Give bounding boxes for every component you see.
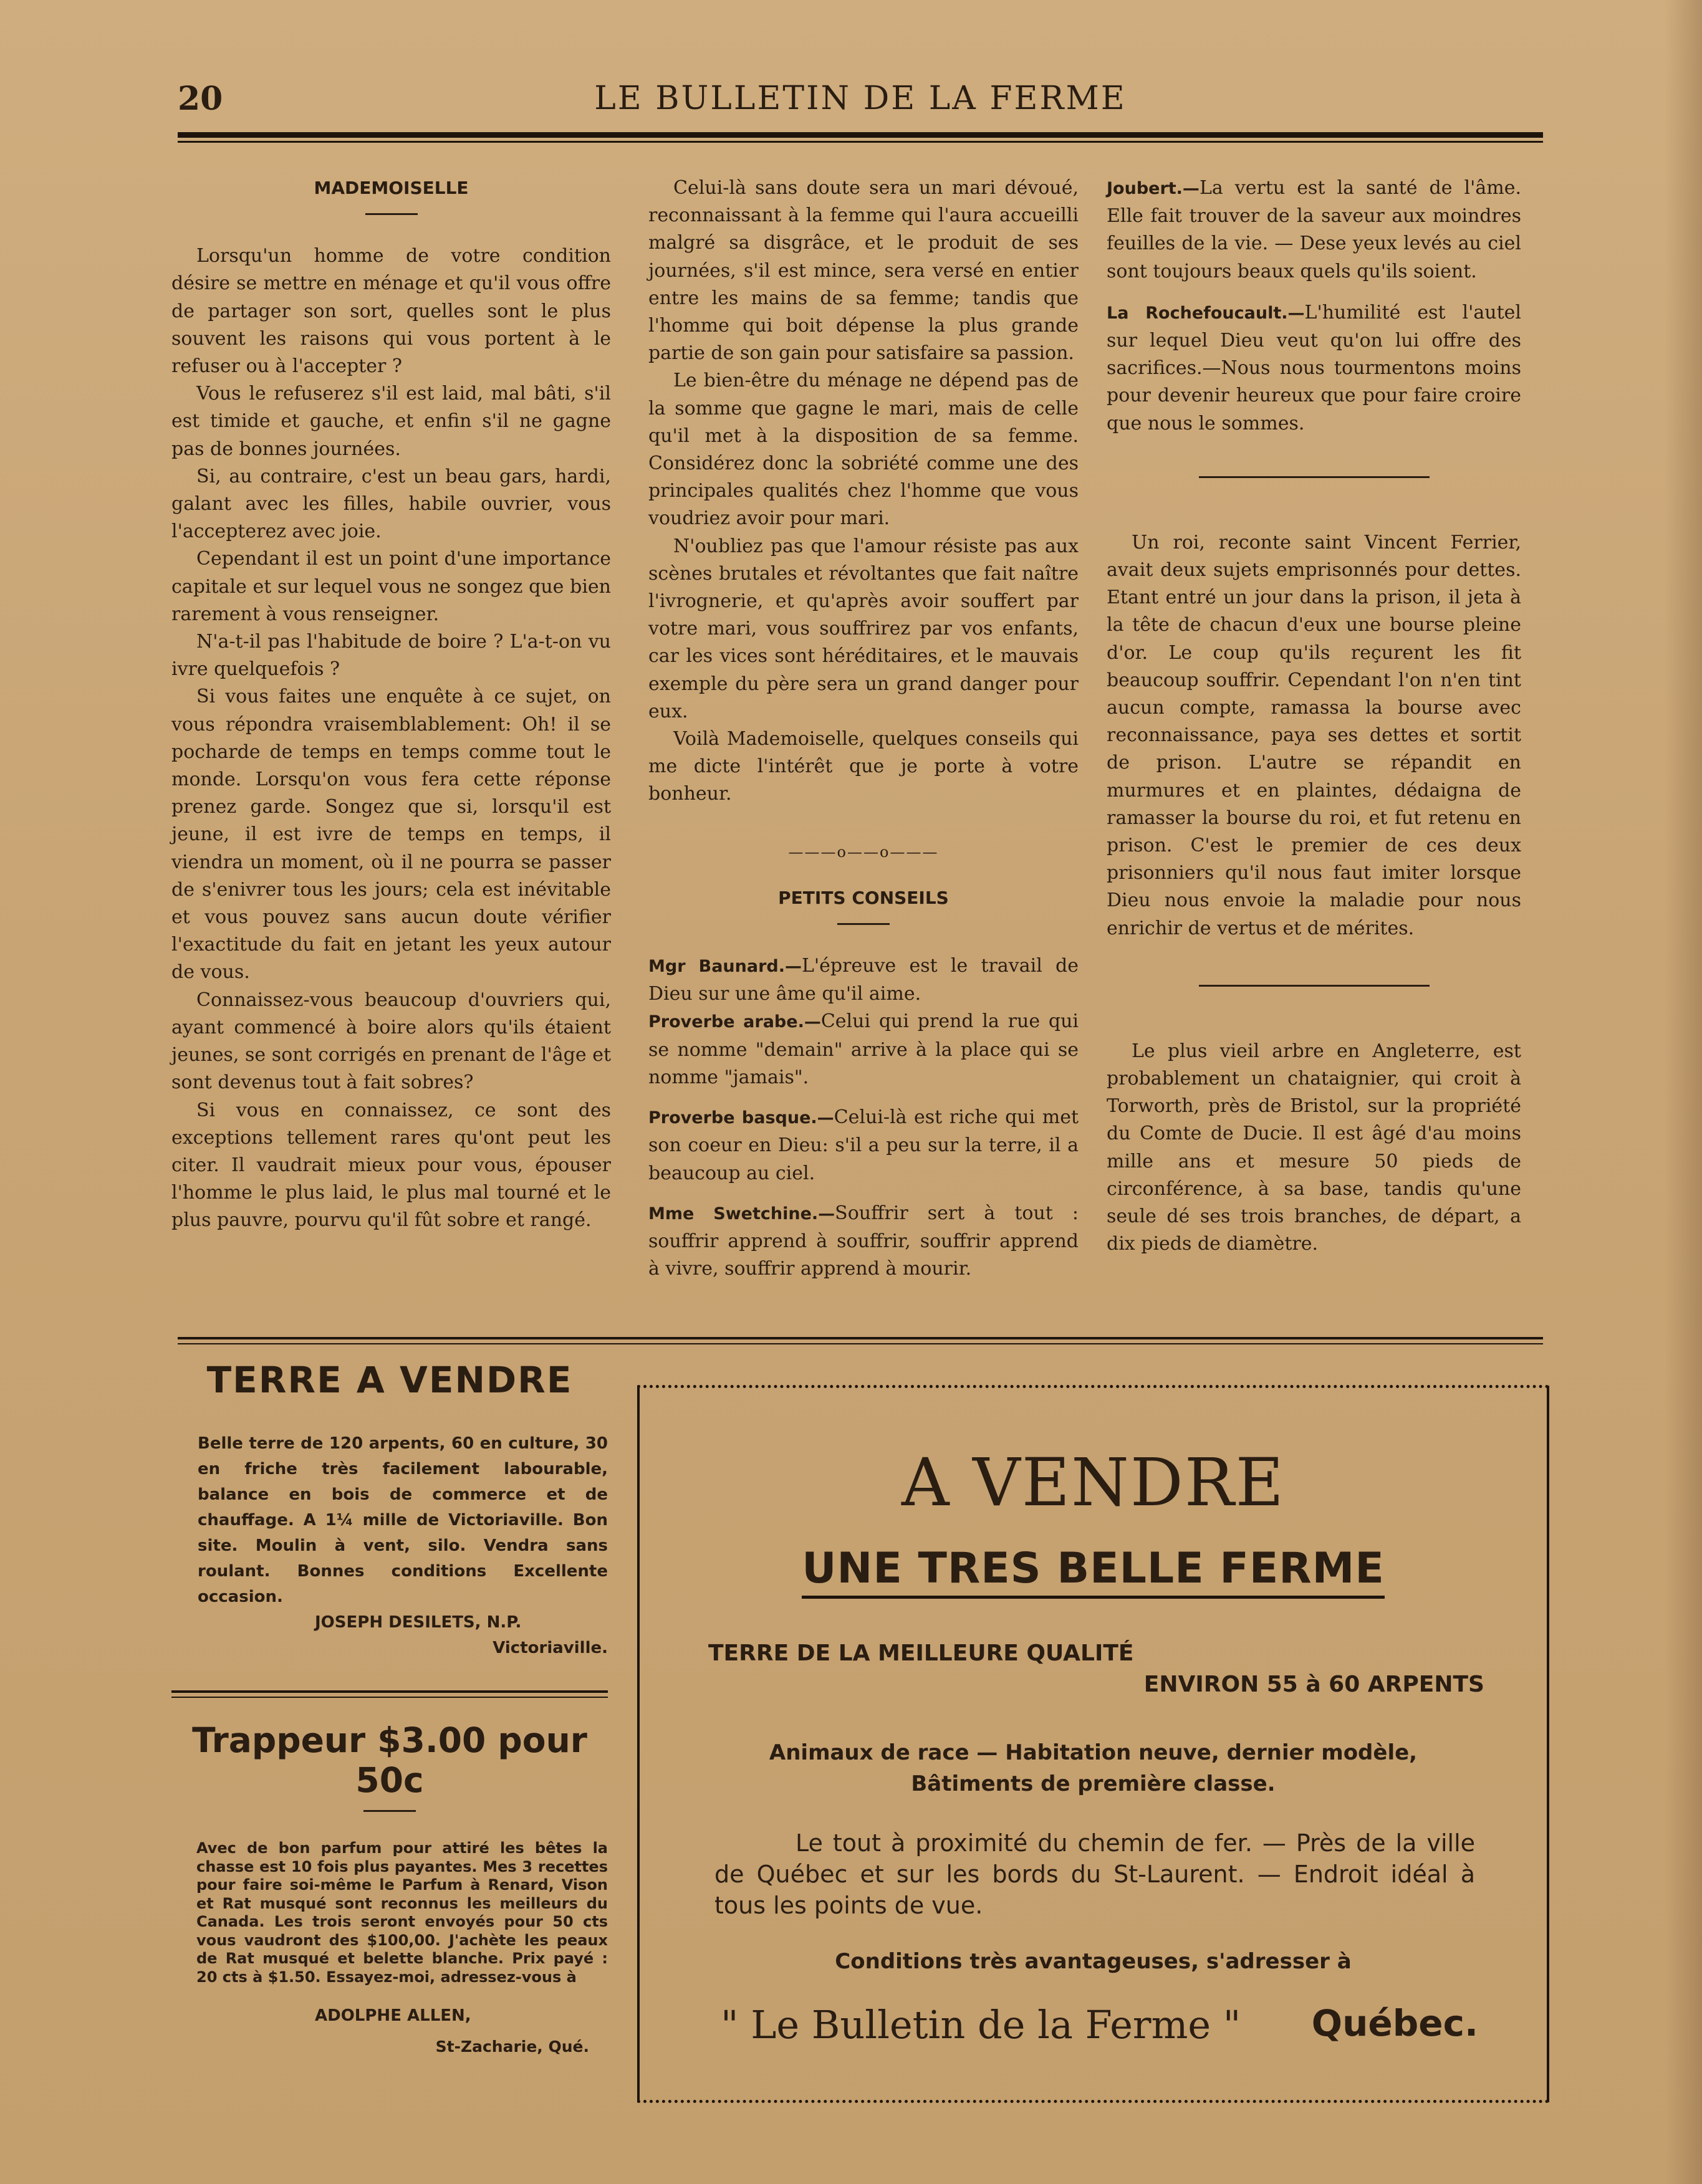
quote [1107,175,1521,285]
ad-text: Avec de bon parfum pour attiré les bêtes la chasse est 10 fois plus payantes. Mes 3 recettes pour faire soi-même le Parfum à Renard, Vison et Rat musqué sont reconnus les meilleurs du Canada. Les trois seront envoyés pour 50 cts vous vaudront des $100,00. J'achète les peaux de Rat musqué et belette blanche. Prix payé : 20 cts à $1.50. Essayez-moi, adressez-vous à [196,1839,608,1986]
ad-publication: " Le Bulletin de la Ferme " [721,2002,1241,2048]
ad-quality: TERRE DE LA MEILLEURE QUALITÉ [708,1640,1134,1666]
ad-text: Belle terre de 120 arpents, 60 en culture, 30 en friche très facilement labourable, balance en bois de commerce et de chauffage. A 1¼ mille de Victoriaville. Bon site. Moulin à vent, silo. Vendra sans roulant. Bonnes conditions Excellente occasion. [198,1434,608,1606]
ad-title: TERRE A VENDRE [206,1359,573,1401]
ad-subtitle-wrap [640,1544,1547,1593]
ad-conditions: Conditions très avantageuses, s'adresser à [835,1949,1352,1974]
paragraph: N'a-t-il pas l'habitude de boire ? L'a-t-on vu ivre quelquefois ? [171,631,611,681]
section-divider [1199,985,1430,987]
ad-location: St-Zacharie, Qué. [435,2038,589,2056]
quote [648,1200,1079,1283]
paragraph: Si vous en connaissez, ce sont des exceptions tellement rares qu'ont peut les citer. Il vaudrait mieux pour vous, épouser l'homme le plus laid, le plus mal tourné et le plus pauvre, pourvu qu'il fût sobre et rangé. [171,1099,611,1232]
paragraph: Connaissez-vous beaucoup d'ouvriers qui, ayant commencé à boire alors qu'ils étaient jeunes, se sont corrigés en prenant de l'âge et sont devenus tout à fait sobres? [171,989,611,1094]
ad-rule [171,1690,608,1693]
header-rule-thin [178,141,1543,143]
paragraph: Le bien-être du ménage ne dépend pas de la somme que gagne le mari, mais de celle qu'il met à la disposition de sa femme. Considérez donc la sobriété comme une des principales qualités chez l'homme que vous voudriez avoir pour mari. [648,370,1079,530]
paragraph: N'oubliez pas que l'amour résiste pas aux scènes brutales et révoltantes que fait naître l'ivrognerie, et qu'après avoir souffert par votre mari, vous souffrirez par vos enfants, car les vices sont héréditaires, et le mauvais exemple du père sera un grand danger pour eux. [648,535,1079,722]
ad-terre-a-vendre [171,1359,608,1661]
quote-author: Mme Swetchine.— [648,1204,835,1224]
paragraph: Celui-là sans doute sera un mari dévoué, reconnaissant à la femme qui l'aura accueilli malgré sa disgrâce, et le produit de ses journées, s'il est mince, sera versé en entier entre les mains de sa femme; tandis que l'homme qui boit dépense la plus grande partie de son gain pour satisfaire sa passion. [648,177,1079,365]
ad-belle-ferme [637,1385,1549,2103]
quote-text: Celui qui prend la rue qui se nomme "demain" arrive à la place qui se nomme "jamais". [648,1010,1079,1088]
ad-rule-thin [171,1697,608,1698]
ad-animals [640,1737,1547,1799]
ad-city: Québec. [1311,2002,1478,2044]
column-mademoiselle [171,175,611,1235]
newspaper-title: LE BULLETIN DE LA FERME [594,80,1127,117]
ad-trappeur [171,1720,608,2056]
heading-divider [837,923,890,925]
quote-author: La Rochefoucault.— [1107,303,1305,323]
ad-title: Trappeur $3.00 pour 50c [192,1720,587,1800]
ad-divider [363,1810,416,1812]
paragraph: Voilà Mademoiselle, quelques conseils qui me dicte l'intérêt que je porte à votre bonheur. [648,728,1079,805]
column-middle [648,175,1079,1283]
page-number: 20 [178,80,223,118]
section-divider [1199,476,1430,478]
ad-signature: ADOLPHE ALLEN, [315,2006,471,2025]
quote-text: Souffrir sert à tout : souffrir apprend à souffrir, souffrir apprend à vivre, souffrir apprend à mourir. [648,1202,1079,1280]
quote [648,952,1079,1008]
ads-rule [178,1337,1543,1339]
paragraph: Si, au contraire, c'est un beau gars, hardi, galant avec les filles, habile ouvrier, vous l'accepterez avec joie. [171,465,611,543]
article-heading: MADEMOISELLE [314,178,469,198]
quote-author: Proverbe basque.— [648,1108,834,1128]
ads-rule-thin [178,1343,1543,1344]
quote-author: Proverbe arabe.— [648,1012,821,1032]
paragraph: Lorsqu'un homme de votre condition désire se mettre en ménage et qu'il vous offre de partager son sort, quelles sont le plus souvent les raisons qui vous portent à le refuser ou à l'accepter ? [171,245,611,378]
quote [1107,299,1521,438]
page-edge-shadow [1665,0,1702,2184]
paragraph: Cependant il est un point d'une importance capitale et sur lequel vous ne songez que bien rarement à vous renseigner. [171,548,611,625]
paragraph: Si vous faites une enquête à ce sujet, on vous répondra vraisemblablement: Oh! il se pocharde de temps en temps comme tout le monde. Lorsqu'on vous fera cette réponse prenez garde. Songez que si, lorsqu'il est jeune, il est ivre de temps en temps, il viendra un moment, où il ne pourra se passer de s'enivrer tous les jours; cela est inévitable et vous pouvez sans aucun doute vérifier l'exactitude du fait en jetant les yeux autour de vous. [171,686,611,984]
ad-animals-line: Bâtiments de première classe. [911,1771,1276,1796]
quote [648,1104,1079,1187]
ad-animals-line: Animaux de race — Habitation neuve, dernier modèle, [769,1740,1418,1765]
article-heading: PETITS CONSEILS [778,887,949,908]
ad-proximity: Le tout à proximité du chemin de fer. — Près de la ville de Québec et sur les bords du St-Laurent. — Endroit idéal à tous les points de vue. [714,1829,1475,1919]
ad-title: A VENDRE [901,1444,1286,1521]
header-rule [178,132,1543,138]
quote-text: Celui-là est riche qui met son coeur en Dieu: s'il a peu sur la terre, il a beaucoup au ciel. [648,1106,1079,1184]
quote-text: L'humilité est l'autel sur lequel Dieu veut qu'on lui offre des sacrifices.—Nous nous tourmentons moins pour devenir heureux que pour faire croire que nous le sommes. [1107,301,1521,434]
tree-paragraph: Le plus vieil arbre en Angleterre, est probablement un chataignier, qui croit à Torworth, près de Bristol, sur la propriété du Comte de Ducie. Il est âgé d'au moins mille ans et mesure 50 pieds de circonférence, à sa base, tandis qu'une seule dé ses trois branches, de départ, a dix pieds de diamètre. [1107,1040,1521,1255]
ad-size: ENVIRON 55 à 60 ARPENTS [1143,1672,1484,1697]
ad-signature: JOSEPH DESILETS, N.P. [315,1613,522,1632]
quote-text: L'épreuve est le travail de Dieu sur une âme qu'il aime. [648,955,1079,1005]
heading-divider [365,213,418,215]
page-header [178,80,1543,117]
paragraph: Vous le refuserez s'il est laid, mal bâti, s'il est timide et gauche, et enfin s'il ne gagne pas de bonnes journées. [171,383,611,460]
quote-text: La vertu est la santé de l'âme. Elle fait trouver de la saveur aux moindres feuilles de la vie. — Dese yeux levés au ciel sont toujours beaux quels qu'ils soient. [1107,177,1521,282]
quote [648,1008,1079,1091]
quote-author: Mgr Baunard.— [648,957,802,977]
section-ornament: ———o——o——— [788,843,939,861]
ad-location: Victoriaville. [493,1639,608,1657]
ad-subtitle: UNE TRES BELLE FERME [802,1544,1385,1599]
column-right [1107,175,1521,1258]
quote-author: Joubert.— [1107,179,1200,198]
story-paragraph: Un roi, reconte saint Vincent Ferrier, avait deux sujets emprisonnés pour dettes. Etant entré un jour dans la prison, il jeta à la tête de chacun d'eux une bourse pleine d'or. Le coup qu'ils reçurent les fit beaucoup souffrir. Cependant l'on n'en tint aucun compte, ramassa la bourse avec reconnaissance, paya ses dettes et sortit de prison. L'autre se répandit en murmures et en plaintes, dédaigna de ramasser la bourse du roi, et fut retenu en prison. C'est le premier de ces deux prisonniers qu'il nous faut imiter lorsque Dieu nous envoie la maladie pour nous enrichir de vertus et de mérites. [1107,531,1521,939]
